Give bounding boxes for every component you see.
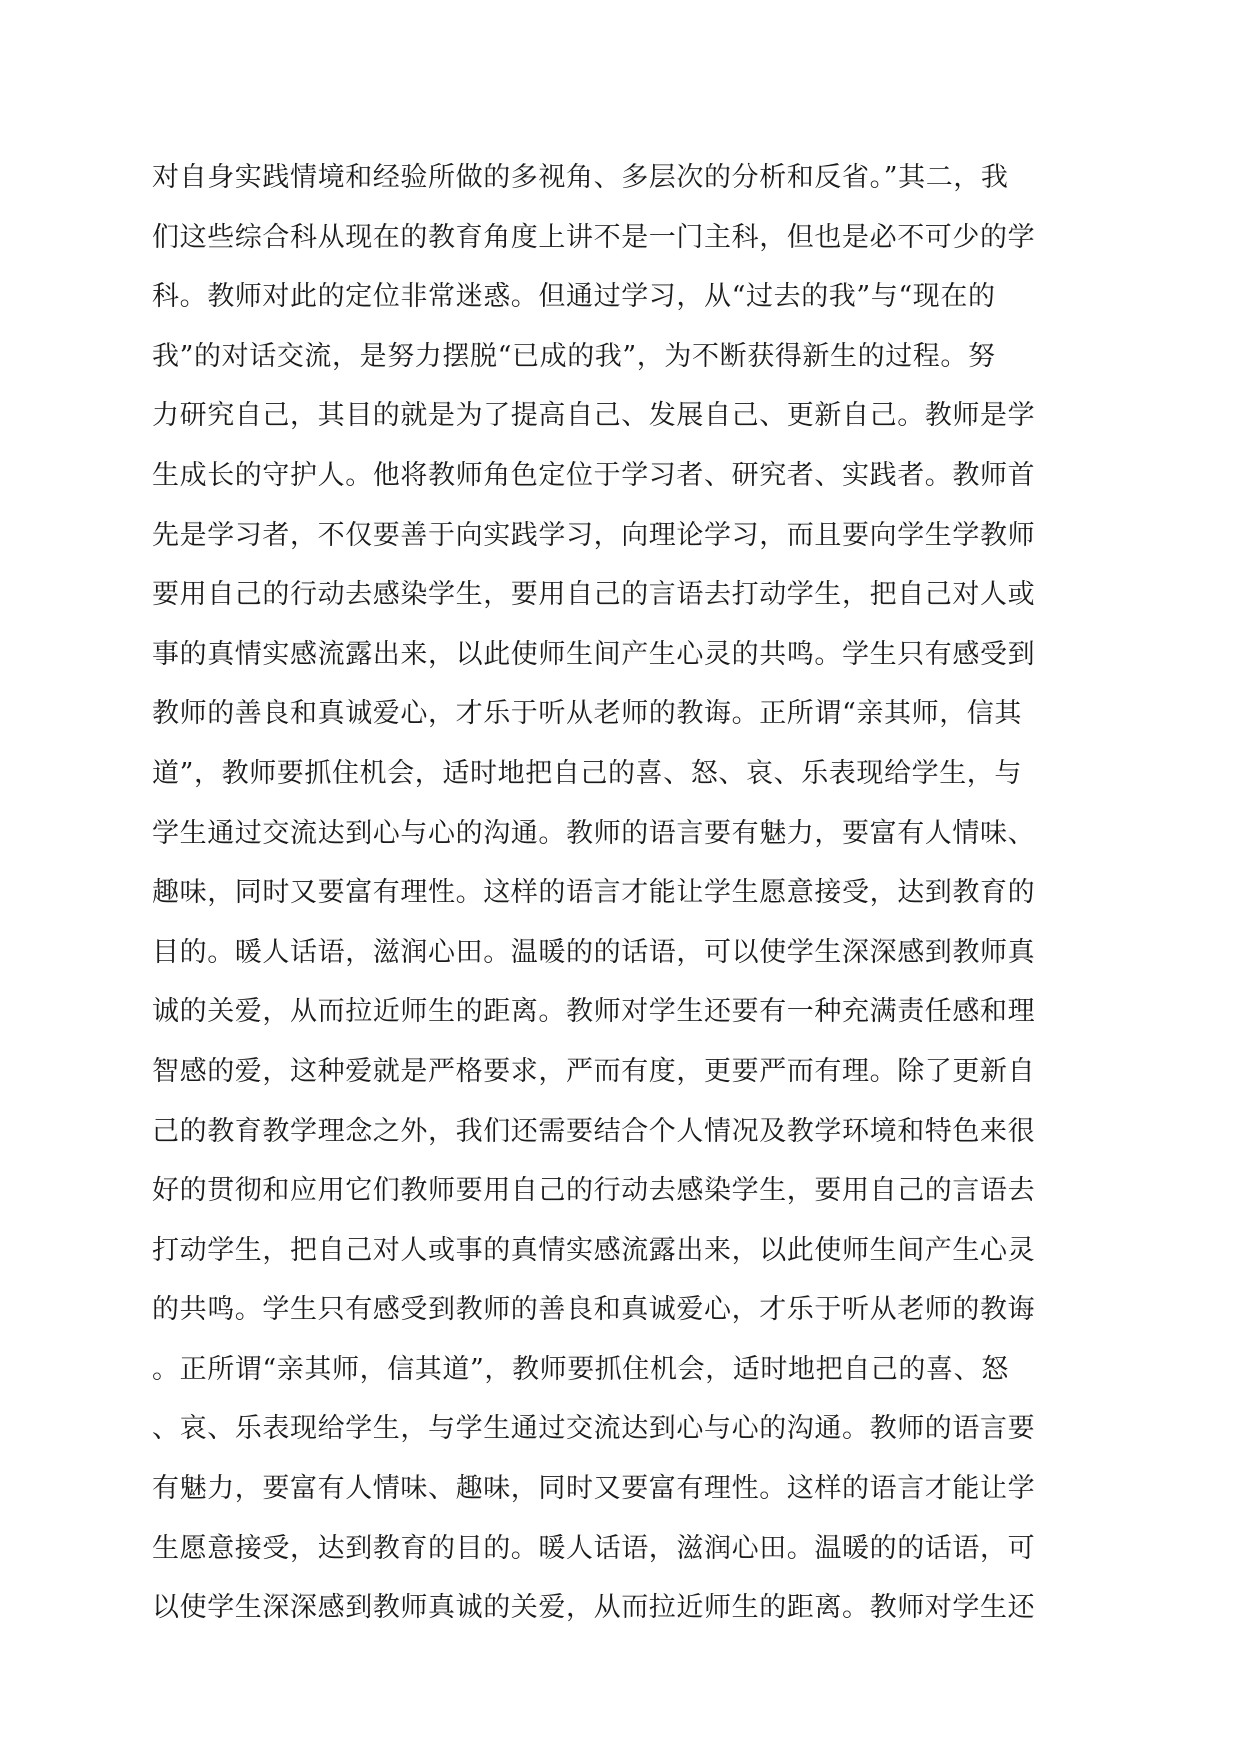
text-line: 事的真情实感流露出来，以此使师生间产生心灵的共鸣。学生只有感受到: [152, 638, 1036, 670]
text-line: 道”，教师要抓住机会，适时地把自己的喜、怒、哀、乐表现给学生，与: [152, 757, 1023, 789]
text-line: 对自身实践情境和经验所做的多视角、多层次的分析和反省。”其二，我: [152, 162, 1009, 193]
text-line: 目的。暖人话语，滋润心田。温暖的的话语，可以使学生深深感到教师真: [152, 936, 1036, 968]
text-line: 的共鸣。学生只有感受到教师的善良和真诚爱心，才乐于听从老师的教诲: [152, 1294, 1036, 1326]
text-line: 们这些综合科从现在的教育角度上讲不是一门主科，但也是必不可少的学: [152, 221, 1036, 253]
text-line: 要用自己的行动去感染学生，要用自己的言语去打动学生，把自己对人或: [152, 579, 1036, 611]
text-line: 诚的关爱，从而拉近师生的距离。教师对学生还要有一种充满责任感和理: [152, 996, 1036, 1028]
text-line: 打动学生，把自己对人或事的真情实感流露出来，以此使师生间产生心灵: [152, 1234, 1036, 1266]
text-line: 我”的对话交流，是努力摆脱“已成的我”，为不断获得新生的过程。努: [152, 340, 996, 372]
text-line: 趣味，同时又要富有理性。这样的语言才能让学生愿意接受，达到教育的: [152, 877, 1036, 909]
body-text: [152, 148, 1092, 1638]
text-line: 有魅力，要富有人情味、趣味，同时又要富有理性。这样的语言才能让学: [152, 1473, 1036, 1505]
text-line: 以使学生深深感到教师真诚的关爱，从而拉近师生的距离。教师对学生还: [152, 1592, 1036, 1624]
text-line: 科。教师对此的定位非常迷惑。但通过学习，从“过去的我”与“现在的: [152, 281, 996, 313]
text-line: 先是学习者，不仅要善于向实践学习，向理论学习，而且要向学生学教师: [152, 519, 1036, 551]
text-line: 、哀、乐表现给学生，与学生通过交流达到心与心的沟通。教师的语言要: [152, 1413, 1036, 1445]
text-line: 智感的爱，这种爱就是严格要求，严而有度，更要严而有理。除了更新自: [152, 1055, 1036, 1087]
text-line: 。正所谓“亲其师，信其道”，教师要抓住机会，适时地把自己的喜、怒: [152, 1353, 1009, 1385]
text-line: 己的教育教学理念之外，我们还需要结合个人情况及教学环境和特色来很: [152, 1115, 1036, 1147]
text-line: 生愿意接受，达到教育的目的。暖人话语，滋润心田。温暖的的话语，可: [152, 1532, 1036, 1564]
text-line: 好的贯彻和应用它们教师要用自己的行动去感染学生，要用自己的言语去: [152, 1175, 1036, 1207]
text-line: 生成长的守护人。他将教师角色定位于学习者、研究者、实践者。教师首: [152, 459, 1036, 491]
text-line: 力研究自己，其目的就是为了提高自己、发展自己、更新自己。教师是学: [152, 400, 1036, 432]
text-line: 教师的善良和真诚爱心，才乐于听从老师的教诲。正所谓“亲其师，信其: [152, 698, 1023, 730]
text-line: 学生通过交流达到心与心的沟通。教师的语言要有魅力，要富有人情味、: [152, 817, 1036, 849]
